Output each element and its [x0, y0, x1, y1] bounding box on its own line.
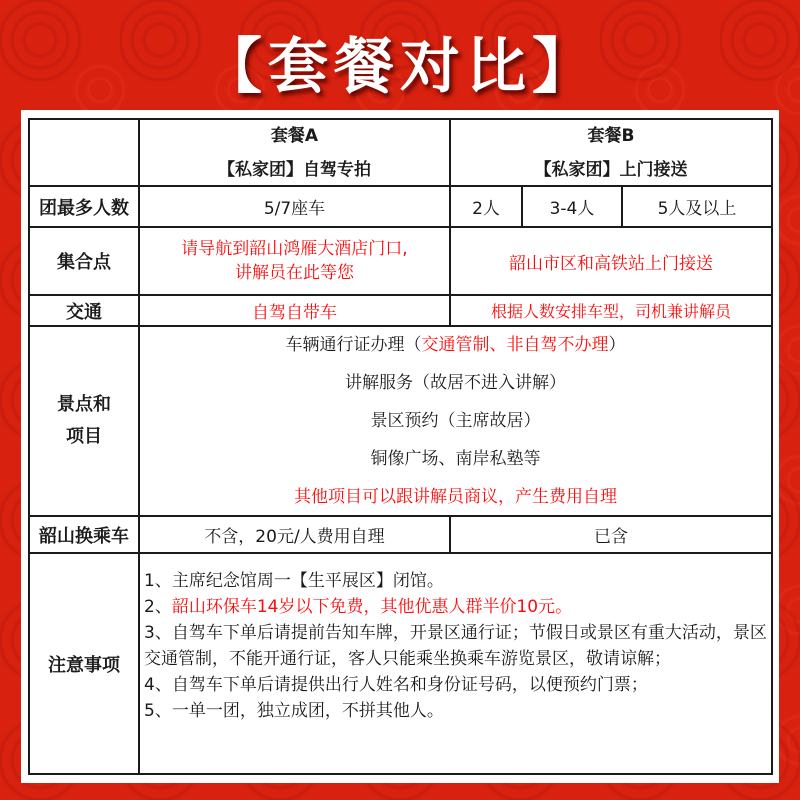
shuttle-a: 不含，20元/人费用自理	[204, 527, 385, 547]
note-item: 4、自驾车下单后请提供出行人姓名和身份证号码，以便预约门票；	[144, 675, 648, 695]
label-shuttle: 韶山换乘车	[39, 525, 129, 547]
package-b-subtitle: 【私家团】上门接送	[534, 159, 688, 180]
header-package-b	[451, 120, 771, 185]
package-a-subtitle: 【私家团】自驾专拍	[218, 159, 371, 180]
meeting-point-a	[140, 228, 449, 294]
notes-list	[144, 568, 768, 724]
transport-a: 自驾自带车	[252, 303, 337, 323]
note-item: 1、主席纪念馆周一【生平展区】闭馆。	[144, 571, 444, 591]
note-item: 3、自驾车下单后请提前告知车牌，开景区通行证；节假日或景区有重大活动，景区交通管制，不能开通行证，客人只能乘坐换乘车游览景区，敬请谅解；	[144, 623, 767, 669]
group-size-a: 5/7座车	[263, 199, 326, 219]
scenic-items	[140, 327, 771, 515]
label-meeting-point: 集合点	[57, 252, 111, 273]
scenic-item-other: 其他项目可以跟讲解员商议，产生费用自理	[294, 487, 617, 507]
meeting-point-a-line1: 请导航到韶山鸿雁大酒店门口,	[181, 239, 408, 259]
meeting-point-a-line2: 讲解员在此等您	[235, 263, 354, 283]
page-title: 【套餐对比】	[202, 32, 598, 102]
scenic-item: 讲解服务（故居不进入讲解）	[345, 373, 566, 393]
transport-b: 根据人数安排车型，司机兼讲解员	[490, 302, 731, 321]
label-group-size: 团最多人数	[39, 197, 129, 219]
package-b-name: 套餐B	[587, 125, 635, 146]
label-scenic	[30, 327, 138, 515]
label-scenic-line1: 景点和	[57, 394, 111, 415]
scenic-item: 铜像广场、南岸私塾等	[370, 449, 541, 469]
scenic-item-note: 交通管制、非自驾不办理	[421, 335, 609, 355]
row-line	[28, 552, 773, 554]
scenic-item: 景区预约（主席故居）	[370, 411, 541, 431]
group-size-b-option: 2人	[472, 199, 500, 219]
meeting-point-b: 韶山市区和高铁站上门接送	[509, 253, 713, 274]
note-item: 5、一单一团，独立成团，不拼其他人。	[144, 701, 444, 721]
title-banner	[0, 22, 800, 102]
group-size-b-option: 3-4人	[549, 199, 595, 219]
package-a-name: 套餐A	[270, 125, 319, 146]
header-package-a	[140, 120, 449, 185]
label-transport: 交通	[66, 301, 102, 323]
label-scenic-line2: 项目	[66, 426, 102, 447]
note-item: 2、韶山环保车14岁以下免费，其他优惠人群半价10元。	[144, 597, 573, 617]
group-size-b-option: 5人及以上	[657, 199, 737, 219]
scenic-item: 车辆通行证办理（交通管制、非自驾不办理）	[285, 335, 626, 355]
shuttle-b: 已含	[594, 527, 628, 547]
label-notes: 注意事项	[48, 654, 120, 676]
